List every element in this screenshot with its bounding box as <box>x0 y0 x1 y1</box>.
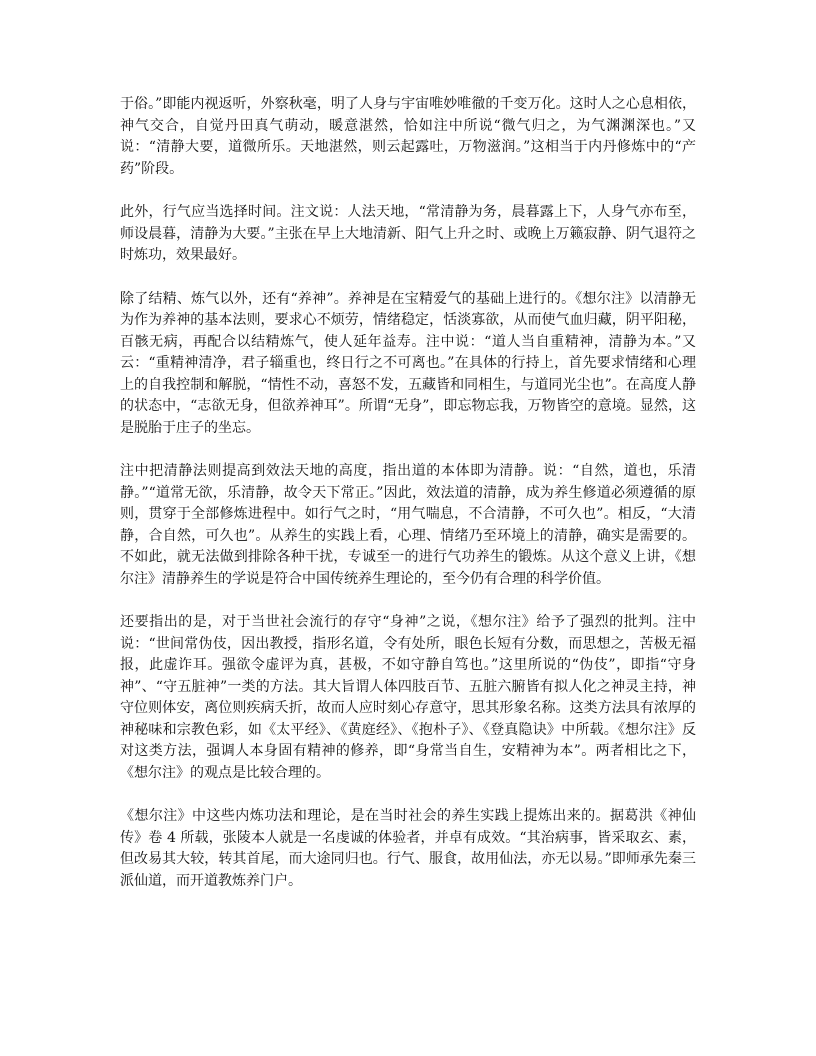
paragraph-4: 注中把清静法则提高到效法天地的高度，指出道的本体即为清静。说：“自然，道也，乐清静。”“道常无欲，乐清静，故令天下常正。”因此，效法道的清静，成为养生修道必须遵循的原则，贯穿于全部修炼进程中。如行气之时，“用气喘息，不合清静，不可久也”。相反，“大清静，合自然，可久也”。从养生的实践上看，心理、情绪乃至环境上的清静，确实是需要的。不如此，就无法做到排除各种干扰，专诚至一的进行气功养生的锻炼。从这个意义上讲，《想尔注》清静养生的学说是符合中国传统养生理论的，至今仍有合理的科学价值。 <box>120 463 696 587</box>
paragraph-6: 《想尔注》中这些内炼功法和理论，是在当时社会的养生实践上提炼出来的。据葛洪《神仙传》卷 4 所载，张陵本人就是一名虔诚的体验者，并卓有成效。“其治病事，皆采取玄、素，但改易其大较，转其首尾，而大途同归也。行气、服食，故用仙法，亦无以易。”即师承先秦三派仙道，而开道教炼养门户。 <box>120 808 696 889</box>
paragraph-2: 此外，行气应当选择时间。注文说：人法天地，“常清静为务，晨暮露上下，人身气亦布至，师设晨暮，清静为大要。”主张在早上大地清新、阳气上升之时、或晚上万籁寂静、阴气退符之时炼功，效果最好。 <box>120 204 696 263</box>
paragraph-1: 于俗。”即能内视返听，外察秋毫，明了人身与宇宙唯妙唯徹的千变万化。这时人之心息相依，神气交合，自觉丹田真气萌动，暖意湛然，恰如注中所说“微气归之，为气渊渊深也。”又说：“清静大要，道微所乐。天地湛然，则云起露吐，万物滋润。”这相当于内丹修炼中的“产药”阶段。 <box>120 96 696 177</box>
paragraph-3: 除了结精、炼气以外，还有“养神”。养神是在宝精爱气的基础上进行的。《想尔注》以清静无为作为养神的基本法则，要求心不烦劳，情绪稳定，恬淡寡欲，从而使气血归藏，阴平阳秘，百骸无病，再配合以结精炼气，使人延年益寿。注中说：“道人当自重精神，清静为本。”又云：“重精神清净，君子辎重也，终日行之不可离也。”在具体的行持上，首先要求情绪和心理上的自我控制和解脱，“情性不动，喜怒不发，五藏皆和同相生，与道同光尘也”。在高度人静的状态中，“志欲无身，但欲养神耳”。所谓“无身”，即忘物忘我，万物皆空的意境。显然，这是脱胎于庄子的坐忘。 <box>120 290 696 436</box>
document-page <box>120 94 696 914</box>
paragraph-5: 还要指出的是，对于当世社会流行的存守“身神”之说，《想尔注》给予了强烈的批判。注中说：“世间常伪伎，因出教授，指形名道，令有处所，眼色长短有分数，而思想之，苦极无福报，此虚诈耳。强欲令虚评为真，甚极，不如守静自笃也。”这里所说的“伪伎”，即指“守身神”、“守五脏神”一类的方法。其大旨谓人体四肢百节、五脏六腑皆有拟人化之神灵主持，神守位则体安，离位则疾病夭折，故而人应时刻心存意守，思其形象名称。这类方法具有浓厚的神秘味和宗教色彩，如《太平经》、《黄庭经》、《抱朴子》、《登真隐诀》中所载。《想尔注》反对这类方法，强调人本身固有精神的修养，即“身常当自生，安精神为本”。两者相比之下，《想尔注》的观点是比较合理的。 <box>120 614 696 781</box>
